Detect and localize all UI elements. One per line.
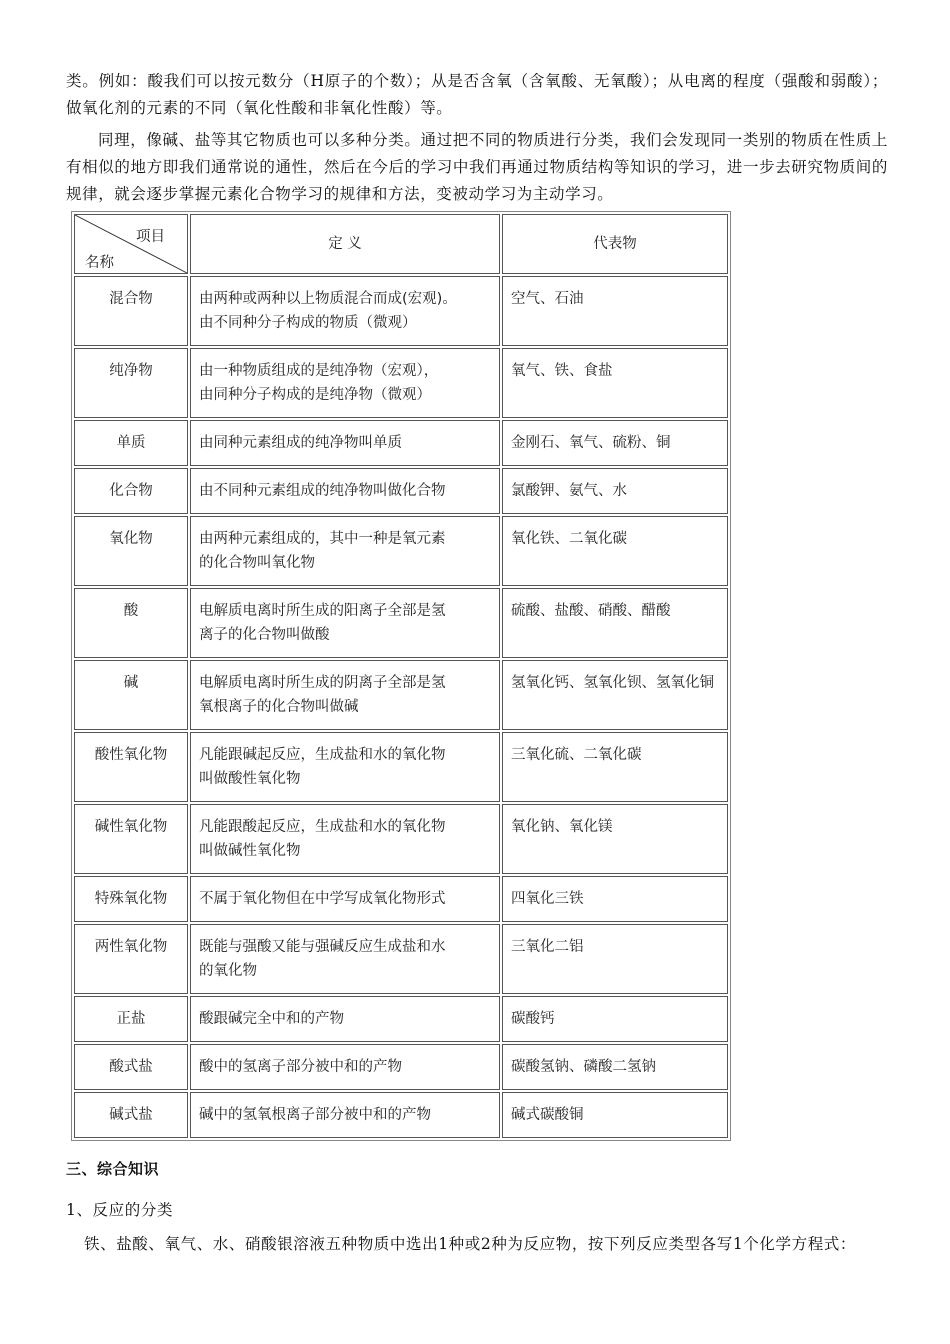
substance-classification-table-wrap [71, 211, 729, 1141]
row-name-cell: 酸式盐 [74, 1044, 188, 1090]
row-examples-cell: 硫酸、盐酸、硝酸、醋酸 [502, 588, 728, 658]
row-definition-cell [190, 348, 500, 418]
definition-line: 不属于氧化物但在中学写成氧化物形式 [199, 891, 446, 907]
row-definition-cell [190, 468, 500, 514]
definition-line: 酸中的氢离子部分被中和的产物 [199, 1059, 402, 1075]
definition-line: 的化合物叫氧化物 [199, 555, 315, 571]
table-row [74, 348, 728, 418]
row-definition-cell [190, 588, 500, 658]
table-row [74, 804, 728, 874]
table-row [74, 468, 728, 514]
definition-line: 由不同种元素组成的纯净物叫做化合物 [199, 483, 446, 499]
row-examples-cell: 氧气、铁、食盐 [502, 348, 728, 418]
definition-line: 叫做酸性氧化物 [199, 771, 301, 787]
row-name-cell: 纯净物 [74, 348, 188, 418]
row-name-cell: 碱性氧化物 [74, 804, 188, 874]
definition-line: 电解质电离时所生成的阴离子全部是氢 [199, 675, 446, 691]
table-row [74, 876, 728, 922]
definition-line: 酸跟碱完全中和的产物 [199, 1011, 344, 1027]
row-examples-cell: 空气、石油 [502, 276, 728, 346]
row-definition-cell [190, 804, 500, 874]
table-row [74, 1092, 728, 1138]
row-definition-cell [190, 1044, 500, 1090]
row-name-cell: 氧化物 [74, 516, 188, 586]
substance-classification-table [71, 211, 731, 1141]
row-definition-cell [190, 276, 500, 346]
definition-line: 由同种元素组成的纯净物叫单质 [199, 435, 402, 451]
header-name-label: 名称 [85, 255, 114, 271]
row-examples-cell: 氧化铁、二氧化碳 [502, 516, 728, 586]
row-name-cell: 碱式盐 [74, 1092, 188, 1138]
paragraph-classification-method: 同理，像碱、盐等其它物质也可以多种分类。通过把不同的物质进行分类，我们会发现同一类别的物质在性质上有相似的地方即我们通常说的通性，然后在今后的学习中我们再通过物质结构等知识的学习，进一步去研究物质间的规律，就会逐步掌握元素化合物学习的规律和方法，变被动学习为主动学习。 [66, 131, 888, 203]
row-definition-cell [190, 660, 500, 730]
definition-line: 碱中的氢氧根离子部分被中和的产物 [199, 1107, 431, 1123]
header-examples: 代表物 [502, 214, 728, 274]
definition-line: 既能与强酸又能与强碱反应生成盐和水 [199, 939, 446, 955]
section-subtitle: 1、反应的分类 [66, 1201, 174, 1219]
row-name-cell: 混合物 [74, 276, 188, 346]
row-examples-cell: 氧化钠、氧化镁 [502, 804, 728, 874]
definition-line: 凡能跟酸起反应，生成盐和水的氧化物 [199, 819, 446, 835]
row-definition-cell [190, 876, 500, 922]
row-examples-cell: 三氧化二铝 [502, 924, 728, 994]
table-row [74, 660, 728, 730]
row-name-cell: 两性氧化物 [74, 924, 188, 994]
definition-line: 叫做碱性氧化物 [199, 843, 301, 859]
row-examples-cell: 氯酸钾、氨气、水 [502, 468, 728, 514]
table-row [74, 588, 728, 658]
section-title: 三、综合知识 [66, 1160, 160, 1178]
definition-line: 离子的化合物叫做酸 [199, 627, 330, 643]
section-text: 铁、盐酸、氧气、水、硝酸银溶液五种物质中选出1种或2种为反应物，按下列反应类型各写1个化学方程式： [84, 1235, 856, 1253]
table-row [74, 516, 728, 586]
row-name-cell: 酸性氧化物 [74, 732, 188, 802]
table-header-row [74, 214, 728, 274]
row-examples-cell: 四氧化三铁 [502, 876, 728, 922]
row-name-cell: 单质 [74, 420, 188, 466]
definition-line: 由两种元素组成的，其中一种是氧元素 [199, 531, 446, 547]
definition-line: 由不同种分子构成的物质（微观） [199, 315, 417, 331]
table-row [74, 924, 728, 994]
header-item-label: 项目 [136, 229, 165, 245]
definition-line: 凡能跟碱起反应，生成盐和水的氧化物 [199, 747, 446, 763]
row-definition-cell [190, 732, 500, 802]
definition-line: 由同种分子构成的是纯净物（微观） [199, 387, 431, 403]
table-row [74, 996, 728, 1042]
row-examples-cell: 三氧化硫、二氧化碳 [502, 732, 728, 802]
row-name-cell: 特殊氧化物 [74, 876, 188, 922]
definition-line: 电解质电离时所生成的阳离子全部是氢 [199, 603, 446, 619]
definition-line: 由一种物质组成的是纯净物（宏观）， [199, 363, 439, 379]
row-definition-cell [190, 924, 500, 994]
row-examples-cell: 金刚石、氧气、硫粉、铜 [502, 420, 728, 466]
row-examples-cell: 碳酸钙 [502, 996, 728, 1042]
row-definition-cell [190, 996, 500, 1042]
table-row [74, 1044, 728, 1090]
table-row [74, 276, 728, 346]
row-definition-cell [190, 516, 500, 586]
row-examples-cell: 氢氧化钙、氢氧化钡、氢氧化铜 [502, 660, 728, 730]
definition-line: 由两种或两种以上物质混合而成(宏观)。 [199, 291, 457, 307]
row-definition-cell [190, 1092, 500, 1138]
row-examples-cell: 碳酸氢钠、磷酸二氢钠 [502, 1044, 728, 1090]
header-definition: 定 义 [190, 214, 500, 274]
definition-line: 氧根离子的化合物叫做碱 [199, 699, 359, 715]
table-row [74, 732, 728, 802]
paragraph-acid-classification: 类。例如：酸我们可以按元数分（H原子的个数）；从是否含氧（含氧酸、无氧酸）；从电离的程度（强酸和弱酸）；做氧化剂的元素的不同（氧化性酸和非氧化性酸）等。 [66, 72, 888, 117]
row-name-cell: 正盐 [74, 996, 188, 1042]
row-definition-cell [190, 420, 500, 466]
row-name-cell: 化合物 [74, 468, 188, 514]
table-row [74, 420, 728, 466]
row-name-cell: 碱 [74, 660, 188, 730]
row-examples-cell: 碱式碳酸铜 [502, 1092, 728, 1138]
row-name-cell: 酸 [74, 588, 188, 658]
diagonal-header-cell [74, 214, 188, 274]
definition-line: 的氧化物 [199, 963, 257, 979]
